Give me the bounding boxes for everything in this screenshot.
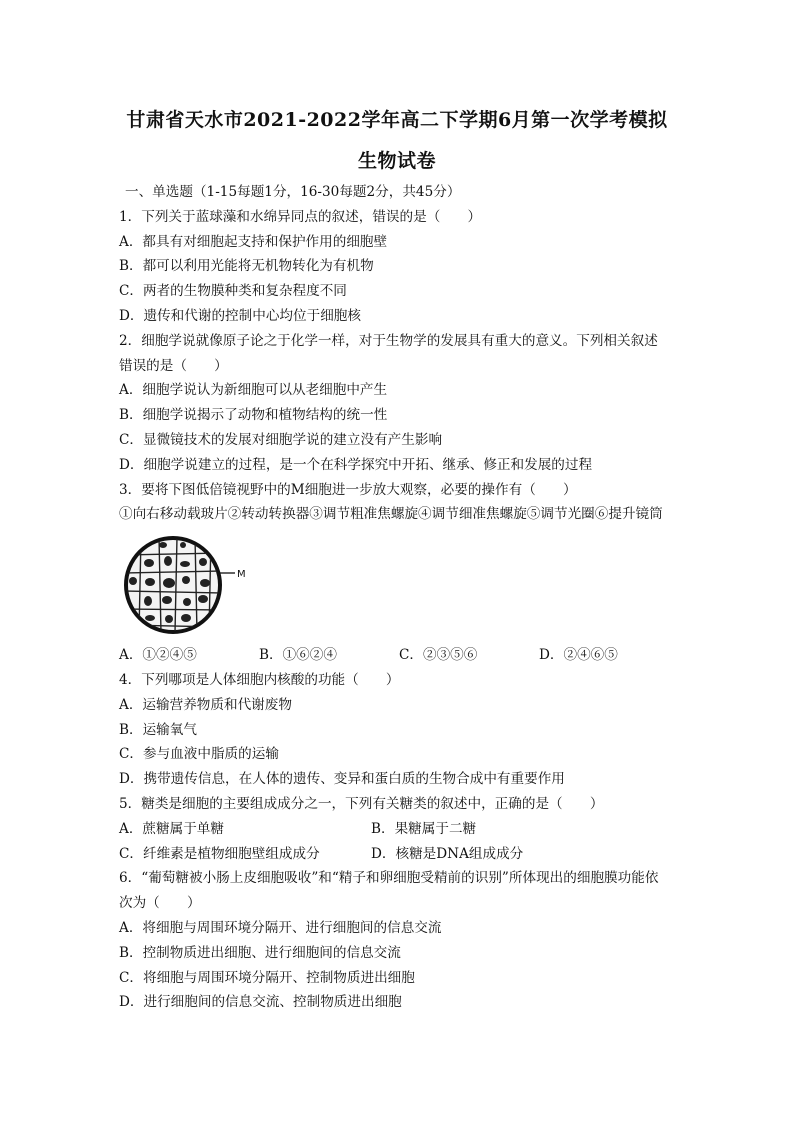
q5-options-row1 [119, 817, 679, 842]
q3-option-a: A．①②④⑤ [119, 647, 197, 664]
q3-option-b: B．①⑥②④ [259, 647, 337, 664]
q6-stem-line1: 6．“葡萄糖被小肠上皮细胞吸收”和“精子和卵细胞受精前的识别”所体现出的细胞膜功能依 [119, 870, 659, 887]
q1-option-d: D．遗传和代谢的控制中心均位于细胞核 [119, 307, 361, 324]
q2-option-b: B．细胞学说揭示了动物和植物结构的统一性 [119, 407, 388, 424]
exam-subtitle: 生物试卷 [357, 150, 436, 172]
q5-option-a: A．蔗糖属于单糖 [119, 820, 224, 837]
question-list [119, 180, 679, 1015]
q6-option-d: D．进行细胞间的信息交流、控制物质进出细胞 [119, 994, 402, 1011]
microscope-field-figure [119, 527, 679, 643]
q4-option-b: B．运输氧气 [119, 721, 197, 738]
q4-option-a: A．运输营养物质和代谢废物 [119, 696, 292, 713]
q5-option-d: D．核糖是DNA组成成分 [371, 845, 524, 862]
q5-option-c: C．纤维素是植物细胞壁组成成分 [119, 845, 320, 862]
q4-option-d: D．携带遗传信息，在人体的遗传、变异和蛋白质的生物合成中有重要作用 [119, 771, 565, 788]
exam-title: 甘肃省天水市2021-2022学年高二下学期6月第一次学考模拟 [126, 109, 668, 131]
q3-stem: 3．要将下图低倍镜视野中的M细胞进一步放大观察，必要的操作有（ ） [119, 481, 577, 498]
q5-stem: 5．糖类是细胞的主要组成成分之一，下列有关糖类的叙述中，正确的是（ ） [119, 795, 604, 812]
q1-stem: 1．下列关于蓝球藻和水绵异同点的叙述，错误的是（ ） [119, 208, 482, 225]
section-heading: 一、单选题（1-15每题1分，16-30每题2分，共45分） [125, 184, 461, 200]
q4-stem: 4．下列哪项是人体细胞内核酸的功能（ ） [119, 671, 400, 688]
q6-option-a: A．将细胞与周围环境分隔开、进行细胞间的信息交流 [119, 919, 442, 936]
q3-steps: ①向右移动载玻片②转动转换器③调节粗准焦螺旋④调节细准焦螺旋⑤调节光圈⑥提升镜筒 [119, 506, 663, 523]
q2-option-a: A．细胞学说认为新细胞可以从老细胞中产生 [119, 382, 388, 399]
microscope-field-image [123, 533, 263, 639]
q4-option-c: C．参与血液中脂质的运输 [119, 746, 279, 763]
q5-option-b: B．果糖属于二糖 [371, 820, 477, 837]
q2-option-c: C．显微镜技术的发展对细胞学说的建立没有产生影响 [119, 431, 443, 448]
q1-option-b: B．都可以利用光能将无机物转化为有机物 [119, 258, 374, 275]
q1-option-a: A．都具有对细胞起支持和保护作用的细胞壁 [119, 233, 388, 250]
q3-options [119, 643, 679, 668]
cell-m-label: M [237, 569, 246, 581]
q1-option-c: C．两者的生物膜种类和复杂程度不同 [119, 283, 347, 300]
q3-option-d: D．②④⑥⑤ [539, 647, 618, 664]
q3-option-c: C．②③⑤⑥ [399, 647, 478, 664]
q6-option-b: B．控制物质进出细胞、进行细胞间的信息交流 [119, 944, 401, 961]
q2-option-d: D．细胞学说建立的过程，是一个在科学探究中开拓、继承、修正和发展的过程 [119, 456, 593, 473]
q2-stem-line2: 错误的是（ ） [119, 357, 228, 374]
q6-option-c: C．将细胞与周围环境分隔开、控制物质进出细胞 [119, 969, 415, 986]
q5-options-row2 [119, 842, 679, 867]
q2-stem-line1: 2．细胞学说就像原子论之于化学一样，对于生物学的发展具有重大的意义。下列相关叙述 [119, 332, 658, 349]
q6-stem-line2: 次为（ ） [119, 895, 201, 912]
